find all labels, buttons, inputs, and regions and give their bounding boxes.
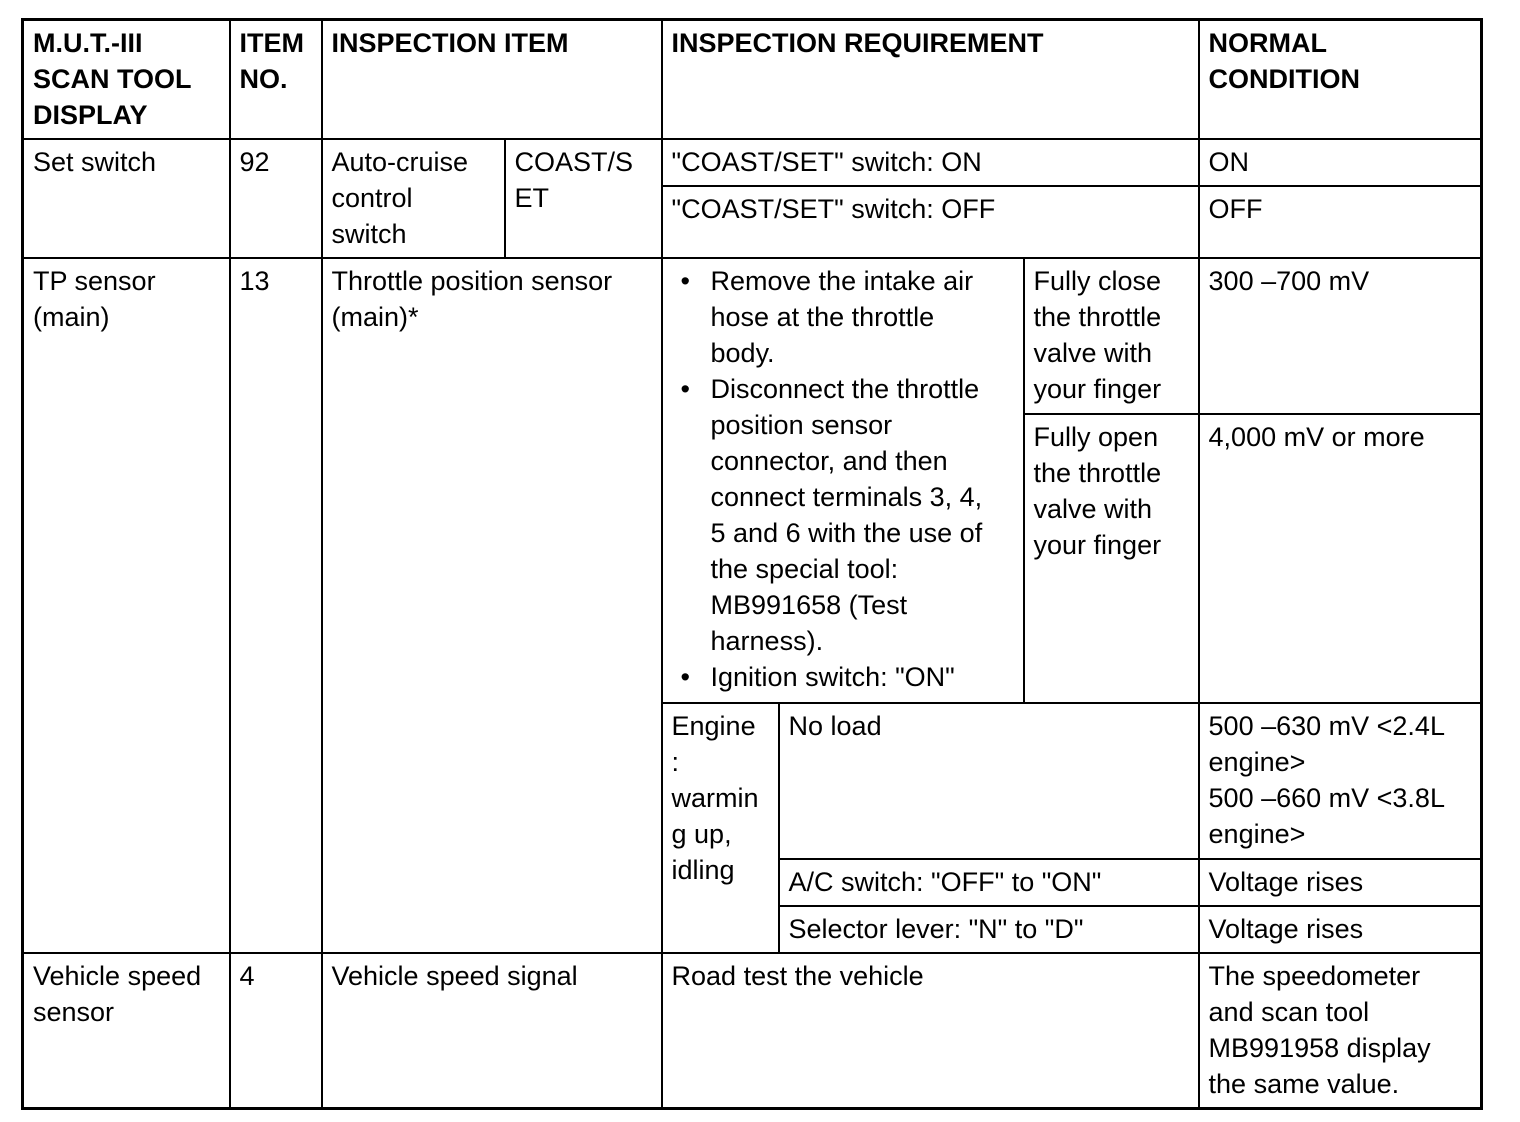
list-item: • Disconnect the throttle position sensor connector, and then connect terminals 3, 4, 5 and 6 with the use of the special tool: MB991658 (Test harness). xyxy=(672,371,1014,659)
item-no-13: 13 xyxy=(230,258,322,953)
normal-off: OFF xyxy=(1199,186,1482,258)
normal-on: ON xyxy=(1199,139,1482,186)
header-scan-tool-display: M.U.T.-III SCAN TOOL DISPLAY xyxy=(23,20,230,139)
item-throttle-position-sensor: Throttle position sensor (main)* xyxy=(322,258,662,953)
requirement-road-test: Road test the vehicle xyxy=(662,953,1199,1109)
header-inspection-requirement: INSPECTION REQUIREMENT xyxy=(662,20,1199,139)
normal-selector-lever: Voltage rises xyxy=(1199,906,1482,953)
requirement-bullet-list xyxy=(672,263,1014,695)
table-row xyxy=(23,258,1482,414)
list-item: • Remove the intake air hose at the throttle body. xyxy=(672,263,1014,371)
normal-ac-switch: Voltage rises xyxy=(1199,859,1482,906)
condition-fully-close: Fully close the throttle valve with your finger xyxy=(1024,258,1199,414)
sub-item-coast-set: COAST/S ET xyxy=(505,139,662,258)
normal-no-load: 500 –630 mV <2.4L engine> 500 –660 mV <3.8L engine> xyxy=(1199,703,1482,859)
header-row xyxy=(23,20,1482,139)
inspection-table xyxy=(21,18,1483,1110)
display-set-switch: Set switch xyxy=(23,139,230,258)
item-auto-cruise-switch: Auto-cruise control switch xyxy=(322,139,505,258)
list-item: • Ignition switch: "ON" xyxy=(672,659,1014,695)
condition-fully-open: Fully open the throttle valve with your finger xyxy=(1024,414,1199,703)
condition-no-load: No load xyxy=(779,703,1199,859)
normal-fully-close: 300 –700 mV xyxy=(1199,258,1482,414)
header-normal-condition: NORMAL CONDITION xyxy=(1199,20,1482,139)
requirement-coast-set-off: "COAST/SET" switch: OFF xyxy=(662,186,1199,258)
engine-warming-up-idling: Engine : warmin g up, idling xyxy=(662,703,779,953)
requirement-coast-set-on: "COAST/SET" switch: ON xyxy=(662,139,1199,186)
item-vehicle-speed-signal: Vehicle speed signal xyxy=(322,953,662,1109)
condition-ac-switch: A/C switch: "OFF" to "ON" xyxy=(779,859,1199,906)
table-row xyxy=(23,953,1482,1109)
condition-selector-lever: Selector lever: "N" to "D" xyxy=(779,906,1199,953)
display-vehicle-speed-sensor: Vehicle speed sensor xyxy=(23,953,230,1109)
normal-fully-open: 4,000 mV or more xyxy=(1199,414,1482,703)
display-tp-sensor: TP sensor (main) xyxy=(23,258,230,953)
header-inspection-item: INSPECTION ITEM xyxy=(322,20,662,139)
header-item-no: ITEM NO. xyxy=(230,20,322,139)
item-no-92: 92 xyxy=(230,139,322,258)
table-row xyxy=(23,139,1482,186)
normal-speedometer: The speedometer and scan tool MB991958 display the same value. xyxy=(1199,953,1482,1109)
item-no-4: 4 xyxy=(230,953,322,1109)
requirement-bullets xyxy=(662,258,1024,703)
